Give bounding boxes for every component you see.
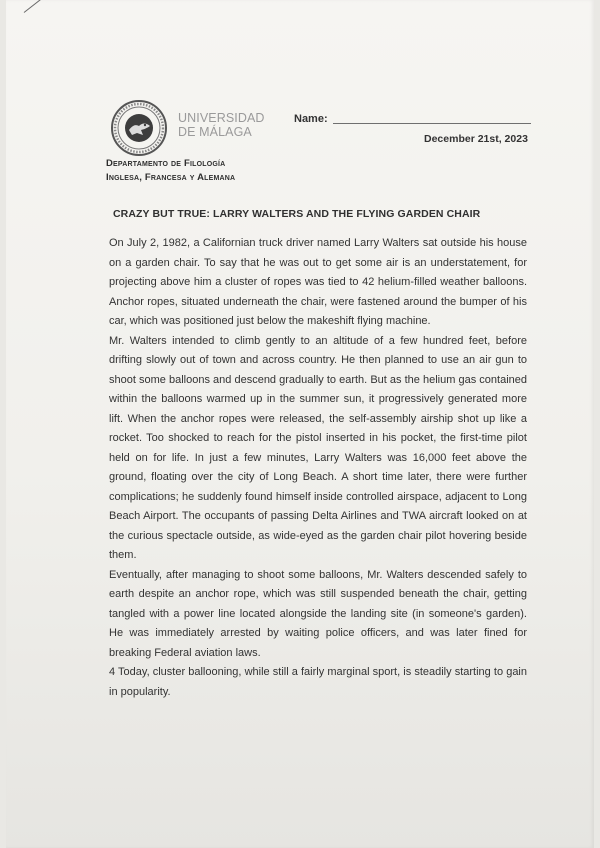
- article-title: CRAZY BUT TRUE: LARRY WALTERS AND THE FLYING GARDEN CHAIR: [113, 208, 481, 220]
- university-seal-icon: [110, 99, 168, 157]
- name-label: Name:: [294, 113, 328, 125]
- name-field[interactable]: [333, 123, 531, 124]
- university-name-line1: UNIVERSIDAD: [178, 111, 265, 125]
- paragraph: Eventually, after managing to shoot some balloons, Mr. Walters descended safely to earth despite an anchor rope, which was still suspended beneath the chair, getting tangled with a power line located alongside the landing site (in someone's garden). He was immediately arrested by waiting police officers, and was later fined for breaking Federal aviation laws.: [109, 568, 527, 659]
- department-line2: Inglesa, Francesa y Alemana: [106, 172, 236, 183]
- university-name: [178, 111, 265, 139]
- university-name-line2: DE MÁLAGA: [178, 125, 252, 139]
- article-body: [109, 234, 527, 702]
- pen-mark: [24, 0, 48, 13]
- department-line1: Departamento de Filología: [106, 158, 226, 169]
- document-date: December 21st, 2023: [424, 133, 528, 145]
- department-name: [106, 157, 235, 185]
- paragraph: On July 2, 1982, a Californian truck driver named Larry Walters sat outside his house on a garden chair. To say that he was out to get some air is an understatement, for projecting above him a cluster of ropes was tied to 42 helium-filled weather balloons. Anchor ropes, situated underneath the chair, were fastened around the bumper of his car, which was positioned just below the makeshift flying machine.: [109, 237, 527, 327]
- document-page: [6, 0, 594, 848]
- paragraph: Mr. Walters intended to climb gently to an altitude of a few hundred feet, before drifting slowly out of town and across country. He then planned to use an air gun to shoot some balloons and descend gradually to earth. But as the helium gas contained within the balloons warmed up in the summer sun, it progressively generated more lift. When the anchor ropes were released, the self-assembly airship shot up like a rocket. Too shocked to reach for the pistol inserted in his pocket, the first-time pilot held on for life. In just a few minutes, Larry Walters was 16,000 feet above the ground, floating over the city of Long Beach. A short time later, there were further complications; he suddenly found himself inside controlled airspace, adjacent to Long Beach Airport. The occupants of passing Delta Airlines and TWA aircraft looked on at the curious spectacle outside, as wide-eyed as the garden chair pilot hovering beside them.: [109, 334, 527, 561]
- paragraph: 4 Today, cluster ballooning, while still a fairly marginal sport, is steadily starting to gain in popularity.: [109, 666, 527, 698]
